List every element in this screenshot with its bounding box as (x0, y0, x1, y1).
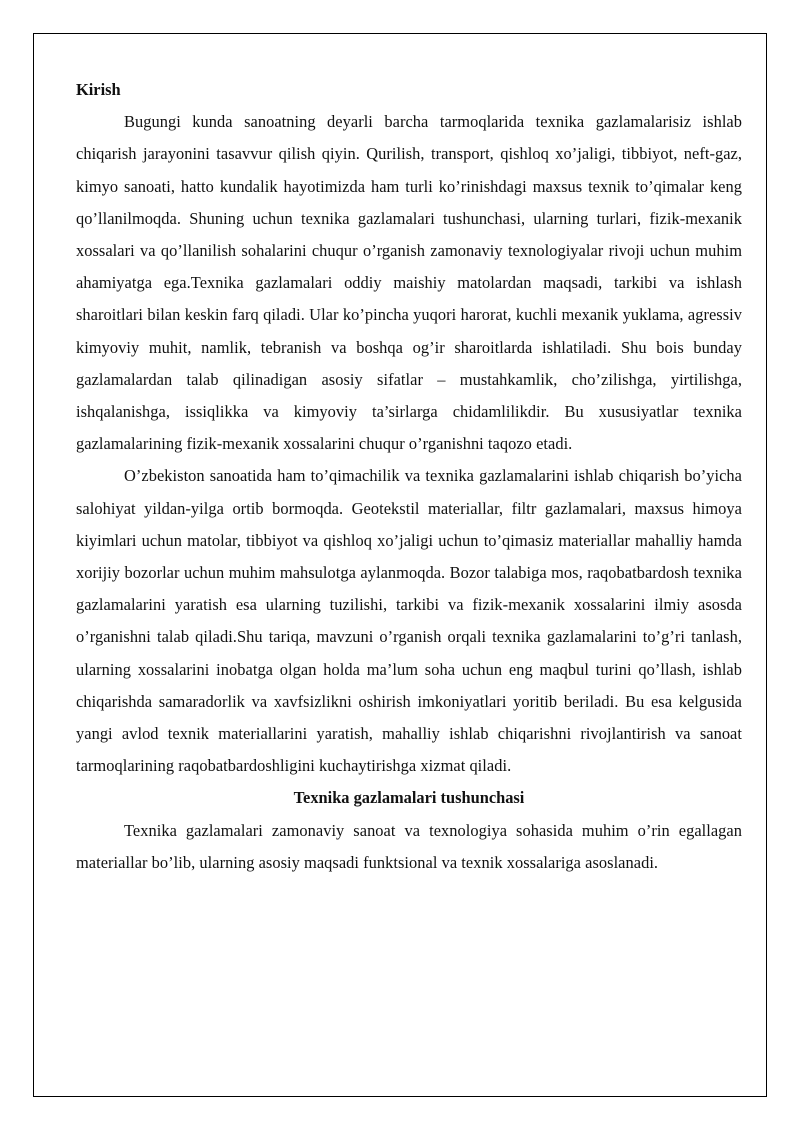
intro-paragraph-2: O’zbekiston sanoatida ham to’qimachilik va texnika gazlamalarini ishlab chiqarish bo’yicha salohiyat yildan-yilga ortib bormoqda. Geotekstil materiallar, filtr gazlamalari, maxsus himoya kiyimlari uchun matolar, tibbiyot va qishloq xo’jaligi uchun to’qimasiz materiallar mahalliy hamda xorijiy bozorlar uchun muhim mahsulotga aylanmoqda. Bozor talabiga mos, raqobatbardosh texnika gazlamalarini yaratish esa ularning tuzilishi, tarkibi va fizik-mexanik xossalarini ilmiy asosda o’rganishni talab qiladi.Shu tariqa, mavzuni o’rganish orqali texnika gazlamalarini to’g’ri tanlash, ularning xossalarini inobatga olgan holda ma’lum soha uchun eng maqbul turini qo’llash, ishlab chiqarishda samaradorlik va xavfsizlikni oshirish imkoniyatlari yoritib beriladi. Bu esa kelgusida yangi avlod texnik materiallarini yaratish, mahalliy ishlab chiqarishni rivojlantirish va sanoat tarmoqlarining raqobatbardoshligini kuchaytirishga xizmat qiladi. (76, 466, 742, 776)
section-title: Texnika gazlamalari tushunchasi (293, 788, 525, 808)
heading-kirish: Kirish (76, 80, 121, 99)
intro-paragraph-1: Bugungi kunda sanoatning deyarli barcha tarmoqlarida texnika gazlamalarisiz ishlab chiqarish jarayonini tasavvur qilish qiyin. Qurilish, transport, qishloq xo’jaligi, tibbiyot, neft-gaz, kimyo sanoati, hatto kundalik hayotimizda ham turli ko’rinishdagi maxsus texnik to’qimalar keng qo’llanilmoqda. Shuning uchun texnika gazlamalari tushunchasi, ularning turlari, fizik-mexanik xossalari va qo’llanilish sohalarini chuqur o’rganish zamonaviy texnologiyalar rivoji uchun muhim ahamiyatga ega.Texnika gazlamalari oddiy maishiy matolardan maqsadi, tarkibi va ishlash sharoitlari bilan keskin farq qiladi. Ular ko’pincha yuqori harorat, kuchli mexanik yuklama, agressiv kimyoviy muhit, namlik, tebranish va boshqa og’ir sharoitlarda ishlatiladi. Shu bois bunday gazlamalardan talab qilinadigan asosiy sifatlar – mustahkamlik, cho’zilishga, yirtilishga, ishqalanishga, issiqlikka va kimyoviy ta’sirlarga chidamlilikdir. Bu xususiyatlar texnika gazlamalarining fizik-mexanik xossalarini chuqur o’rganishni taqozo etadi. (76, 112, 742, 454)
section-paragraph: Texnika gazlamalari zamonaviy sanoat va texnologiya sohasida muhim o’rin egallagan materiallar bo’lib, ularning asosiy maqsadi funktsional va texnik xossalariga asoslanadi. (76, 820, 742, 872)
document-body (76, 74, 742, 879)
